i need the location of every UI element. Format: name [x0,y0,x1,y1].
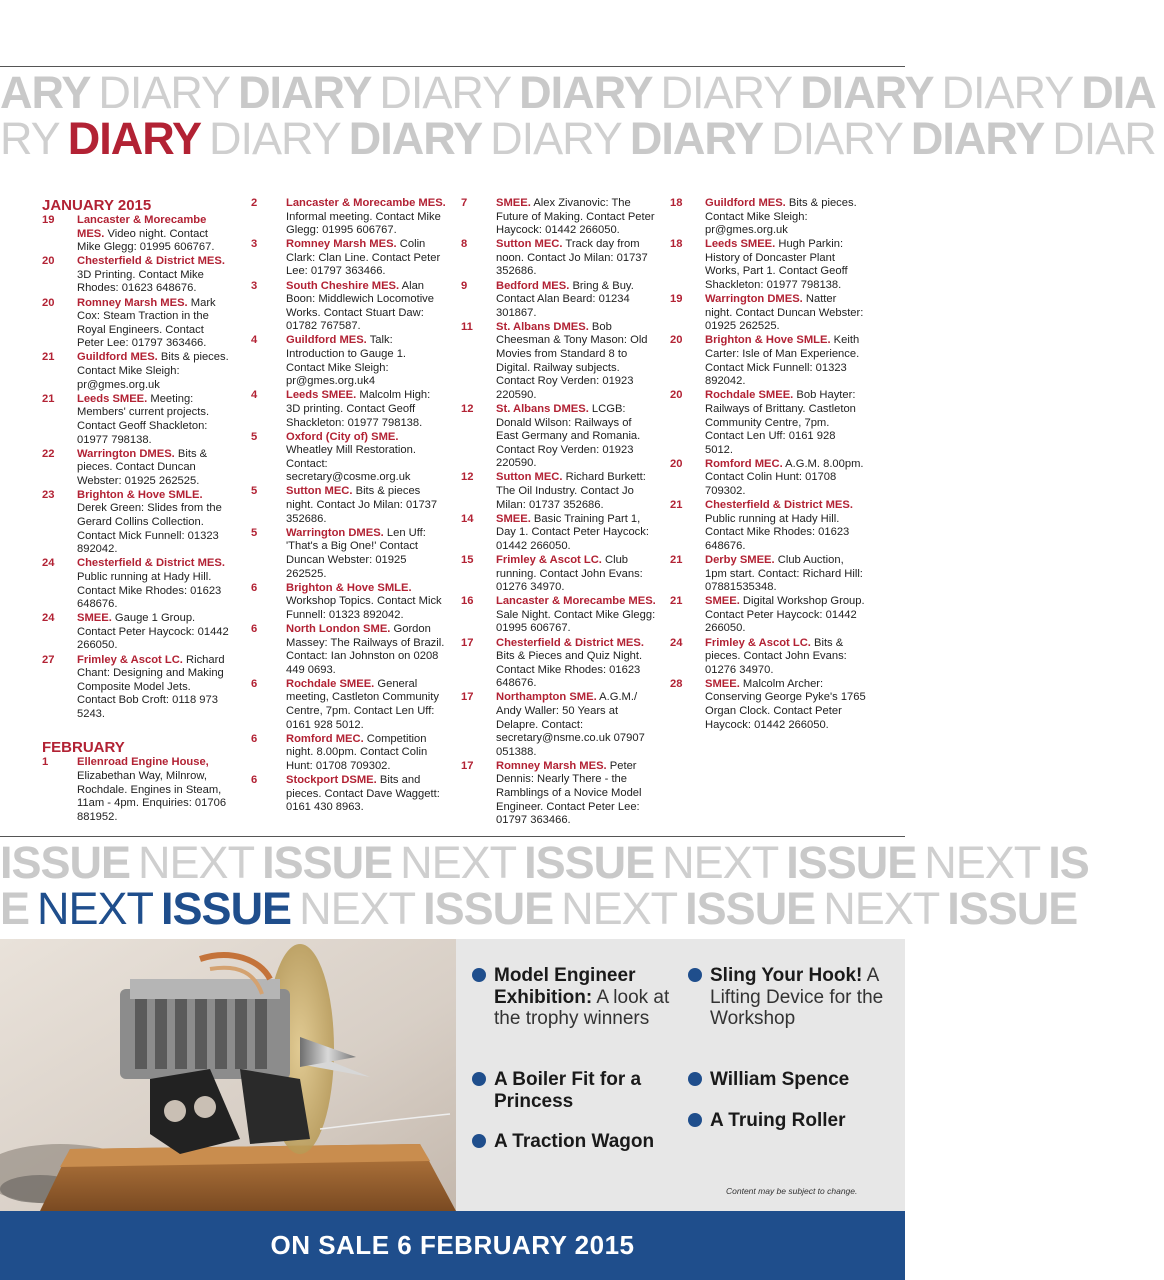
event-details: Gauge 1 Group. Contact Peter Haycock: 01442 266050. [77,612,229,652]
entry-text [77,351,232,392]
banner-word: DIARY [800,67,934,118]
event-details: Bob Hayter: Railways of Brittany. Castleton Community Centre, 7pm. Contact Len Uff: 0161 928 5012. [705,389,856,456]
event-details: Club Auction, 1pm start. Contact: Richard Hill: 07881535348. [705,553,863,594]
entry-date: 18 [670,197,683,209]
diary-entry [42,489,232,557]
diary-entry [42,351,232,392]
bullet-icon [688,968,702,982]
event-details: Bits & pieces. Contact Duncan Webster: 01925 262525. [77,447,208,487]
event-details: Bits & pieces. Contact Mike Sleigh: pr@gmes.org.uk [77,351,229,391]
entry-date: 22 [42,447,55,460]
entry-date: 6 [251,732,258,745]
entry-text [286,485,447,526]
club-name: St. Albans DMES. [496,320,589,333]
event-details: A.G.M./ Andy Waller: 50 Years at Delapre. Contact: secretary@nsme.co.uk 07907 051388. [496,691,645,758]
banner-word: ISSUE [524,837,655,888]
club-name: Chesterfield & District MES. [77,255,225,268]
event-details: Gordon Massey: The Railways of Brazil. Contact: Ian Johnston on 0208 449 0693. [286,622,445,676]
entry-text [77,255,232,296]
entry-text [286,389,447,430]
entry-text [77,297,232,351]
club-name: Brighton & Hove SMLE. [286,581,412,594]
entry-date: 5 [251,485,258,498]
diary-entry [670,458,866,499]
event-details: Digital Workshop Group. Contact Peter Haycock: 01442 266050. [705,595,865,635]
diary-entry [42,297,232,351]
diary-entry [251,623,447,677]
diary-entry [461,637,657,691]
bullet-icon [472,1072,486,1086]
diary-entry [670,499,866,553]
club-name: South Cheshire MES. [286,279,400,292]
entry-text [705,334,866,388]
entry-text [496,238,657,279]
banner-word: DIARY [629,113,764,164]
club-name: Chesterfield & District MES. [496,636,644,649]
next-issue-item: A Boiler Fit for a Princess [472,1069,682,1112]
entry-date: 6 [251,622,258,635]
next-issue-item: Model Engineer Exhibition: A look at the trophy winners [472,965,682,1030]
entry-text [77,489,232,557]
model-engine-illustration [0,939,456,1211]
club-name: Lancaster & Morecambe MES. [496,595,656,608]
banner-word: DIARY [209,113,341,164]
event-details: Club running. Contact John Evans: 01276 34970. [496,553,643,594]
event-details: Public running at Hady Hill. Contact Mike Rhodes: 01623 648676. [705,512,850,552]
club-name: Guildford MES. [286,334,367,347]
banner-word: DIARY [519,67,653,118]
diary-entry [670,595,866,636]
club-name: Rochdale SMEE. [286,677,375,690]
entry-date: 24 [42,557,55,570]
month-heading: FEBRUARY [42,739,125,757]
club-name: Warrington DMES. [705,293,803,306]
entry-date: 18 [670,238,683,251]
entry-date: 16 [461,595,474,608]
bullet-icon [688,1072,702,1086]
diary-entry [461,471,657,512]
entry-text [496,513,657,554]
entry-text [705,499,866,553]
event-details: Bring & Buy. Contact Alan Beard: 01234 301867. [496,279,634,319]
event-details: Derek Green: Slides from the Gerard Collins Collection. Contact Mick Funnell: 01323 892042. [77,502,222,556]
diary-banner-row-2 [0,113,1156,164]
club-name: Romford MEC. [705,457,783,470]
banner-word: DIARY [941,67,1074,118]
banner-word: DIARY [98,67,231,118]
diary-entry [251,280,447,334]
banner-word: ISSUE [161,883,292,934]
club-name: Lancaster & Morecambe MES. [286,197,446,209]
entry-text [286,678,447,732]
club-name: Romney Marsh MES. [77,296,188,309]
diary-entry [461,554,657,595]
club-name: Romney Marsh MES. [496,759,607,772]
entry-date: 8 [461,238,468,251]
event-details: Len Uff: 'That's a Big One!' Contact Duncan Webster: 01925 262525. [286,526,426,580]
entry-text [705,458,866,499]
entry-text [77,214,232,255]
entry-date: 11 [461,320,473,333]
club-name: Brighton & Hove SMLE. [705,334,831,347]
entry-date: 23 [42,488,55,501]
entry-date: 9 [461,279,468,292]
next-issue-banner-row-2 [0,883,1078,934]
entry-date: 21 [670,553,683,566]
diary-entry [670,293,866,334]
event-details: Bits & pieces. Contact Mike Sleigh: pr@gmes.org.uk [705,197,857,237]
diary-column-1 [42,197,232,825]
club-name: Leeds SMEE. [77,392,148,405]
entry-text [286,197,447,238]
event-details: Bits & Pieces and Quiz Night. Contact Mike Rhodes: 01623 648676. [496,650,643,690]
entry-date: 17 [461,691,474,704]
entry-date: 1 [42,756,49,769]
club-name: Frimley & Ascot LC. [77,653,183,666]
entry-date: 3 [251,279,258,292]
entry-text [286,623,447,677]
club-name: Derby SMEE. [705,553,775,566]
diary-entry [251,733,447,774]
entry-text [705,389,866,457]
event-details: Workshop Topics. Contact Mick Funnell: 01323 892042. [286,595,442,621]
event-details: A.G.M. 8.00pm. Contact Colin Hunt: 01708 709302. [705,457,864,497]
diary-entry [42,393,232,447]
event-details: Richard Chant: Designing and Making Composite Model Jets. Contact Bob Croft: 0118 973 5243. [77,653,225,720]
diary-entry [42,654,232,722]
diary-entry [251,678,447,732]
club-name: Guildford MES. [77,351,158,364]
club-name: Guildford MES. [705,197,786,209]
club-name: Brighton & Hove SMLE. [77,488,203,501]
next-issue-item: William Spence [688,1069,898,1091]
diary-entry [42,255,232,296]
event-details: Bits & pieces. Contact John Evans: 01276 34970. [705,636,847,676]
bullet-icon [472,968,486,982]
entry-text [286,238,447,279]
next-issue-banner-row-1 [0,837,1089,888]
diary-column-4 [670,197,866,733]
entry-text [286,527,447,581]
event-details: Basic Training Part 1, Day 1. Contact Peter Haycock: 01442 266050. [496,512,649,552]
entry-date: 20 [670,334,683,347]
banner-word: DIARY [771,113,903,164]
club-name: Romford MEC. [286,732,364,745]
event-details: Track day from noon. Contact Jo Milan: 01737 352686. [496,238,648,278]
banner-word: ISSUE [786,837,917,888]
event-details: Alan Boon: Middlewich Locomotive Works. Contact Stuart Daw: 01782 767587. [286,279,434,333]
banner-word: DIARY [348,113,483,164]
entry-text [705,678,866,732]
banner-word: RY [0,113,60,164]
banner-word: NEXT [299,883,416,934]
banner-word: NEXT [400,837,517,888]
event-details: Public running at Hady Hill. Contact Mike Rhodes: 01623 648676. [77,570,222,611]
diary-entry [670,334,866,388]
club-name: Sutton MEC. [286,485,353,498]
banner-word: ISSUE [947,883,1078,934]
club-name: Warrington DMES. [77,447,175,460]
event-details: Mark Cox: Steam Traction in the Royal Engineers. Contact Peter Lee: 01797 363466. [77,296,216,350]
diary-entry [461,197,657,238]
model-engine-photo [0,939,456,1211]
club-name: Sutton MEC. [496,238,563,251]
event-details: Elizabethan Way, Milnrow, Rochdale. Engines in Steam, 11am - 4pm. Enquiries: 01706 881952. [77,770,227,823]
banner-word: NEXT [662,837,779,888]
entry-text [496,595,657,636]
next-issue-item: Sling Your Hook! A Lifting Device for the Workshop [688,965,898,1030]
next-issue-panel [456,939,905,1211]
entry-text [705,595,866,636]
diary-entry [42,214,232,255]
event-details: Bits & pieces night. Contact Jo Milan: 01737 352686. [286,485,438,525]
entry-date: 20 [670,457,683,470]
diary-entry [670,678,866,732]
on-sale-footer [0,1211,905,1280]
banner-word: ISSUE [0,837,131,888]
event-details: Bob Cheesman & Tony Mason: Old Movies from Standard 8 to Digital. Railway subjects. Contact Roy Verden: 01923 220590. [496,320,648,401]
diary-entry [251,431,447,485]
diary-entry [461,691,657,759]
entry-text [286,280,447,334]
bullet-icon [688,1113,702,1127]
club-name: SMEE. [77,612,112,625]
club-name: SMEE. [496,512,531,525]
entry-date: 7 [461,197,468,209]
club-name: SMEE. [496,197,531,209]
event-details: LCGB: Donald Wilson: Railways of East Germany and Romania. Contact Roy Verden: 01923 220590. [496,402,641,470]
entry-date: 20 [42,296,55,309]
club-name: SMEE. [705,595,740,608]
diary-entry [251,334,447,388]
entry-date: 20 [42,255,55,268]
diary-column-2 [251,197,447,815]
club-name: Northampton SME. [496,691,597,704]
entry-text [77,756,232,824]
event-details: Natter night. Contact Duncan Webster: 01925 262525. [705,293,864,333]
entry-date: 5 [251,430,258,443]
diary-entry [251,197,447,238]
banner-word: NEXT [924,837,1041,888]
on-sale-date: ON SALE 6 FEBRUARY 2015 [270,1230,635,1260]
diary-entry [251,527,447,581]
entry-date: 17 [461,759,474,772]
entry-date: 27 [42,653,55,666]
event-details: Informal meeting. Contact Mike Glegg: 01995 606767. [286,210,441,237]
entry-text [496,197,657,238]
event-details: Hugh Parkin: History of Doncaster Plant Works, Part 1. Contact Geoff Shackleton: 01977 798138. [705,238,848,292]
diary-entry [251,582,447,623]
banner-word: DIAR [1052,113,1156,164]
entry-date: 4 [251,389,258,402]
entry-text [496,280,657,321]
banner-word: ISSUE [685,883,816,934]
banner-word: ISSUE [423,883,554,934]
banner-word: DIARY [660,67,793,118]
diary-entry [251,774,447,815]
entry-text [77,557,232,611]
club-name: Frimley & Ascot LC. [496,553,602,566]
event-details: 3D Printing. Contact Mike Rhodes: 01623 648676. [77,268,204,295]
club-name: Warrington DMES. [286,526,384,539]
entry-text [705,637,866,678]
club-name: Bedford MES. [496,279,570,292]
entry-text [496,691,657,759]
banner-word: ISSUE [262,837,393,888]
diary-entry [461,321,657,403]
diary-entry [670,554,866,595]
entry-date: 20 [670,389,683,402]
club-name: Chesterfield & District MES. [705,499,853,512]
diary-column-3 [461,197,657,828]
club-name: Ellenroad Engine House, [77,756,209,769]
entry-date: 24 [670,636,683,649]
club-name: SMEE. [705,677,740,690]
club-name: St. Albans DMES. [496,402,589,415]
diary-entry [461,403,657,471]
entry-text [496,637,657,691]
event-details: Meeting: Members' current projects. Contact Geoff Shackleton: 01977 798138. [77,392,210,446]
event-details: General meeting, Castleton Community Centre, 7pm. Contact Len Uff: 0161 928 5012. [286,677,439,731]
diary-entry [670,389,866,457]
entry-text [286,334,447,388]
event-details: Sale Night. Contact Mike Glegg: 01995 606767. [496,608,656,635]
club-name: Chesterfield & District MES. [77,557,225,570]
banner-word: NEXT [823,883,940,934]
entry-date: 14 [461,512,474,525]
entry-date: 21 [670,499,683,512]
entry-date: 3 [251,238,258,251]
club-name: Oxford (City of) SME. [286,430,399,443]
diary-entry [461,760,657,828]
banner-word: NEXT [561,883,678,934]
entry-date: 2 [251,197,258,209]
club-name: Lancaster & Morecambe MES. [77,214,207,240]
entry-text [77,654,232,722]
entry-date: 17 [461,636,474,649]
entry-text [496,760,657,828]
entry-text [286,431,447,485]
entry-text [705,238,866,292]
entry-date: 4 [251,334,258,347]
club-name: Sutton MEC. [496,471,563,484]
event-details: Wheatley Mill Restoration. Contact: secretary@cosme.org.uk [286,444,416,484]
diary-entry [42,612,232,653]
event-details: Richard Burkett: The Oil Industry. Contact Jo Milan: 01737 352686. [496,471,646,511]
banner-word: DIA [1081,67,1156,118]
entry-date: 6 [251,581,258,594]
entry-date: 28 [670,677,683,690]
diary-entry [670,197,866,238]
diary-entry [461,595,657,636]
entry-date: 21 [42,392,55,405]
entry-date: 24 [42,612,55,625]
banner-word: IS [1048,837,1089,888]
banner-word: ARY [0,67,91,118]
next-issue-item: A Truing Roller [688,1110,898,1132]
club-name: Stockport DSME. [286,773,377,786]
event-details: Colin Clark: Clan Line. Contact Peter Lee: 01797 363466. [286,238,441,278]
entry-text [77,393,232,447]
banner-word: NEXT [37,883,154,934]
club-name: Frimley & Ascot LC. [705,636,811,649]
diary-entry [42,557,232,611]
entry-date: 6 [251,773,258,786]
entry-text [77,448,232,489]
event-details: Malcolm High: 3D printing. Contact Geoff Shackleton: 01977 798138. [286,389,431,429]
diary-entry [251,238,447,279]
entry-text [286,774,447,815]
banner-word: DIARY [379,67,512,118]
diary-entry [670,238,866,292]
club-name: Leeds SMEE. [286,389,357,402]
event-details: Competition night. 8.00pm. Contact Colin Hunt: 01708 709302. [286,732,428,772]
diary-entry [461,238,657,279]
diary-banner-row-1 [0,67,1156,118]
event-details: Bits and pieces. Contact Dave Waggett: 0161 430 8963. [286,773,440,814]
event-details: Talk: Introduction to Gauge 1. Contact Mike Sleigh: pr@gmes.org.uk4 [286,334,407,388]
club-name: Leeds SMEE. [705,238,776,251]
banner-word: DIARY [238,67,372,118]
banner-word: NEXT [138,837,255,888]
event-details: Video night. Contact Mike Glegg: 01995 606767. [77,227,215,254]
entry-date: 21 [42,351,55,364]
diary-entry [251,389,447,430]
entry-date: 5 [251,526,258,539]
event-details: Alex Zivanovic: The Future of Making. Contact Peter Haycock: 01442 266050. [496,197,655,237]
event-details: Peter Dennis: Nearly There - the Ramblings of a Novice Model Engineer. Contact Peter Lee: 01797 363466. [496,759,642,827]
event-details: Malcolm Archer: Conserving George Pyke's 1765 Organ Clock. Contact Peter Haycock: 01442 266050. [705,677,866,731]
entry-date: 15 [461,553,474,566]
club-name: Rochdale SMEE. [705,389,794,402]
diary-entry [461,280,657,321]
entry-text [705,554,866,595]
club-name: Romney Marsh MES. [286,238,397,251]
entry-text [286,582,447,623]
banner-word: DIARY [910,113,1045,164]
entry-text [286,733,447,774]
entry-date: 12 [461,402,474,415]
diary-entry [42,448,232,489]
entry-text [705,293,866,334]
entry-text [496,321,657,403]
banner-word: DIARY [67,113,202,164]
content-disclaimer: Content may be subject to change. [726,1186,858,1196]
club-name: North London SME. [286,622,391,635]
entry-date: 12 [461,471,474,484]
banner-word: E [0,883,30,934]
diary-entry [670,637,866,678]
entry-text [496,403,657,471]
entry-text [496,554,657,595]
bullet-icon [472,1134,486,1148]
diary-entry [461,513,657,554]
entry-text [705,197,866,238]
banner-word: DIARY [490,113,622,164]
event-details: Keith Carter: Isle of Man Experience. Contact Mick Funnell: 01323 892042. [705,334,860,388]
diary-entry [251,485,447,526]
entry-date: 6 [251,677,258,690]
next-issue-item: A Traction Wagon [472,1131,682,1153]
entry-date: 19 [42,214,55,226]
entry-text [496,471,657,512]
entry-text [77,612,232,653]
diary-entry [42,756,232,824]
entry-date: 19 [670,293,683,306]
month-heading: JANUARY 2015 [42,197,152,214]
entry-date: 21 [670,595,683,608]
